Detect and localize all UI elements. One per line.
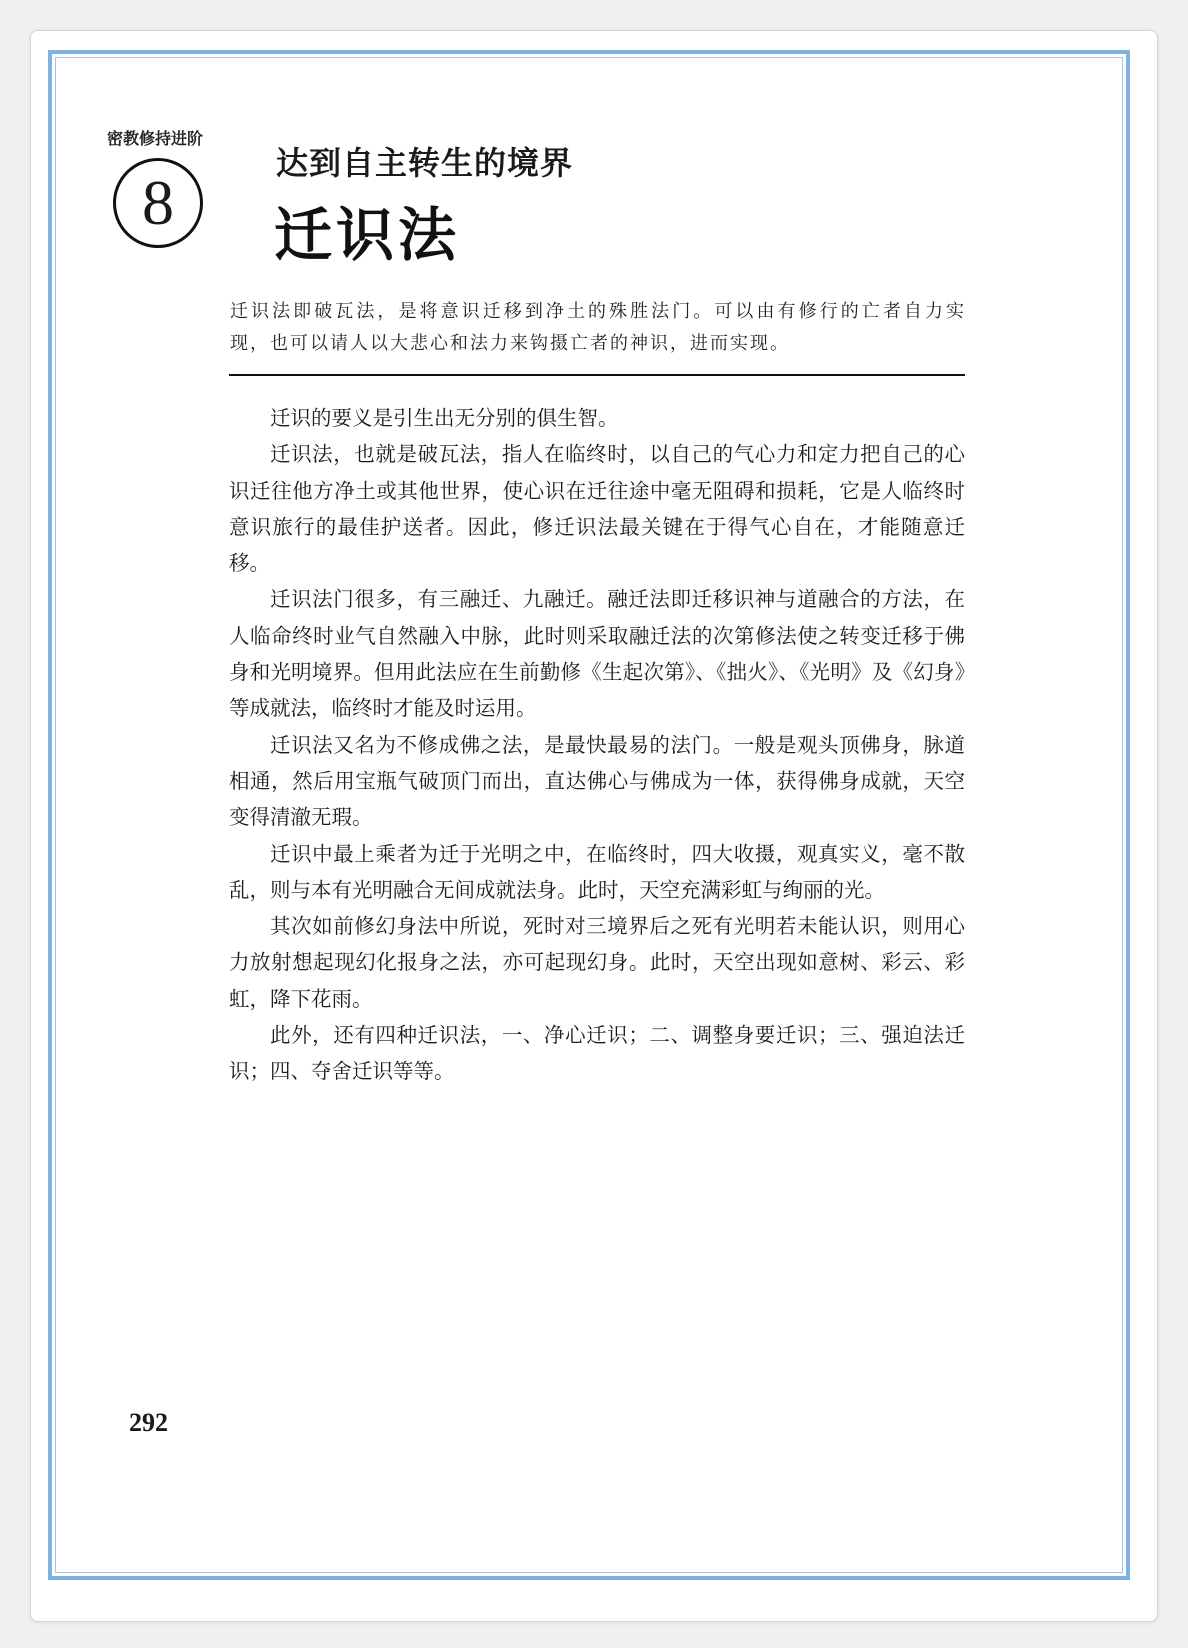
series-label: 密教修持进阶 — [107, 129, 204, 148]
paragraph: 迁识法又名为不修成佛之法，是最快最易的法门。一般是观头顶佛身，脉道相通，然后用宝瓶气破顶门而出，直达佛心与佛成为一体，获得佛身成就，天空变得清澈无瑕。 — [229, 732, 965, 830]
chapter-intro: 迁识法即破瓦法，是将意识迁移到净土的殊胜法门。可以由有修行的亡者自力实现，也可以请人以大悲心和法力来钩摄亡者的神识，进而实现。 — [230, 301, 966, 354]
chapter-number-badge — [113, 158, 203, 248]
body-text — [229, 400, 965, 1090]
page-number: 292 — [129, 1408, 168, 1437]
chapter-number: 8 — [142, 167, 174, 238]
paragraph: 迁识的要义是引生出无分别的俱生智。 — [270, 406, 619, 430]
divider-rule — [229, 374, 965, 376]
paragraph: 迁识法，也就是破瓦法，指人在临终时，以自己的气心力和定力把自己的心识迁往他方净土或其他世界，使心识在迁往途中毫无阻碍和损耗，它是人临终时意识旅行的最佳护送者。因此，修迁识法最关键在于得气心自在，才能随意迁移。 — [229, 442, 965, 576]
chapter-title: 迁识法 — [274, 201, 461, 269]
chapter-subtitle: 达到自主转生的境界 — [276, 144, 574, 182]
paragraph: 迁识法门很多，有三融迁、九融迁。融迁法即迁移识神与道融合的方法，在人临命终时业气自然融入中脉，此时则采取融迁法的次第修法使之转变迁移于佛身和光明境界。但用此法应在生前勤修《生起次第》、《拙火》、《光明》及《幻身》等成就法，临终时才能及时运用。 — [229, 587, 965, 721]
paragraph: 其次如前修幻身法中所说，死时对三境界后之死有光明若未能认识，则用心力放射想起现幻化报身之法，亦可起现幻身。此时，天空出现如意树、彩云、彩虹，降下花雨。 — [229, 914, 965, 1011]
paragraph: 迁识中最上乘者为迁于光明之中，在临终时，四大收摄，观真实义，毫不散乱，则与本有光明融合无间成就法身。此时，天空充满彩虹与绚丽的光。 — [229, 841, 965, 902]
paragraph: 此外，还有四种迁识法，一、净心迁识；二、调整身要迁识；三、强迫法迁识；四、夺舍迁识等等。 — [229, 1023, 965, 1084]
